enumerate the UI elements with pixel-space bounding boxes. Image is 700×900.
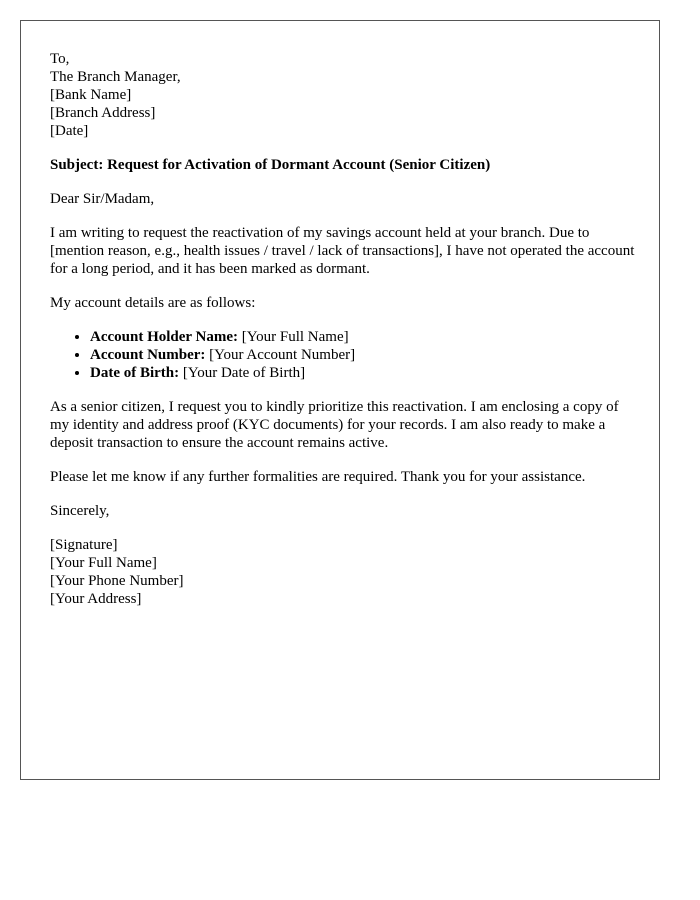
recipient-block bbox=[50, 50, 640, 140]
signature-placeholder: [Signature] bbox=[50, 537, 118, 553]
date-of-birth-value: [Your Date of Birth] bbox=[179, 365, 306, 381]
body-paragraph-3: Please let me know if any further formalities are required. Thank you for your assistance. bbox=[50, 469, 586, 485]
sender-phone: [Your Phone Number] bbox=[50, 573, 184, 589]
account-number-value: [Your Account Number] bbox=[205, 347, 356, 363]
sender-full-name: [Your Full Name] bbox=[50, 555, 157, 571]
recipient-bank-name: [Bank Name] bbox=[50, 87, 132, 103]
closing: Sincerely, bbox=[50, 503, 110, 519]
body-paragraph-2: As a senior citizen, I request you to kindly prioritize this reactivation. I am enclosing a copy of my identity and address proof (KYC documents) for your records. I am also ready to make a deposit transaction to ensure the account remains active. bbox=[50, 399, 619, 451]
list-item-account-number bbox=[90, 346, 640, 364]
signature-block bbox=[50, 536, 640, 608]
list-item-date-of-birth bbox=[90, 364, 640, 382]
recipient-title: The Branch Manager, bbox=[50, 69, 181, 85]
account-number-label: Account Number: bbox=[90, 347, 206, 363]
sender-address: [Your Address] bbox=[50, 591, 142, 607]
subject-line: Subject: Request for Activation of Dormant Account (Senior Citizen) bbox=[50, 157, 491, 173]
letter-date: [Date] bbox=[50, 123, 89, 139]
date-of-birth-label: Date of Birth: bbox=[90, 365, 180, 381]
letter-content bbox=[50, 50, 640, 624]
letter-frame bbox=[20, 20, 660, 780]
recipient-to: To, bbox=[50, 51, 70, 67]
details-intro: My account details are as follows: bbox=[50, 295, 256, 311]
account-details-list bbox=[50, 328, 640, 382]
account-holder-name-value: [Your Full Name] bbox=[238, 329, 349, 345]
account-holder-name-label: Account Holder Name: bbox=[90, 329, 239, 345]
list-item-account-holder-name bbox=[90, 328, 640, 346]
recipient-branch-address: [Branch Address] bbox=[50, 105, 156, 121]
salutation: Dear Sir/Madam, bbox=[50, 191, 155, 207]
body-paragraph-1: I am writing to request the reactivation of my savings account held at your branch. Due to [mention reason, e.g., health issues / travel / lack of transactions], I have not operated the account for a long period, and it has been marked as dormant. bbox=[50, 225, 635, 277]
